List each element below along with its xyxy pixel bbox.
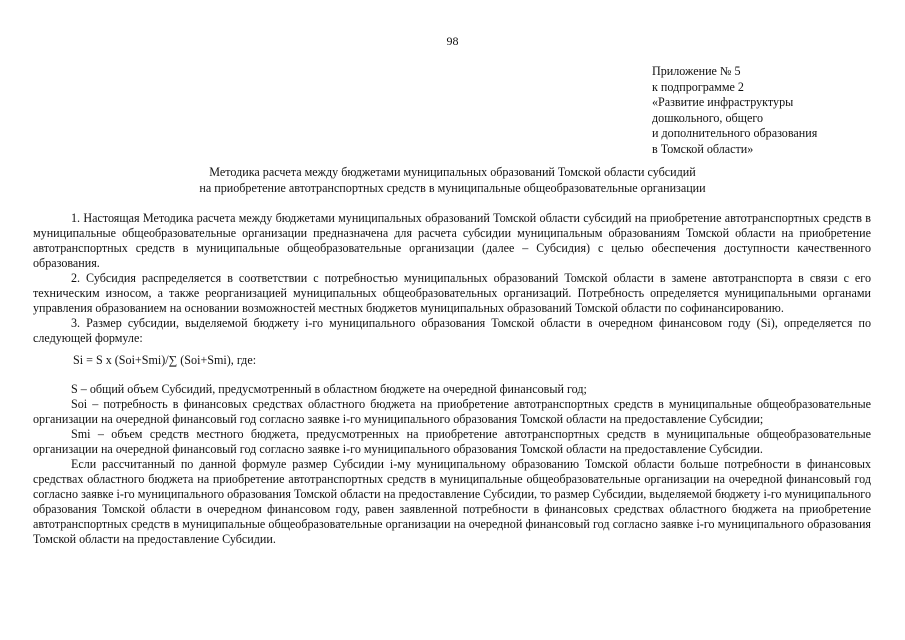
page-number: 98 — [446, 34, 459, 48]
definition-soi: Soi – потребность в финансовых средствах областного бюджета на приобретение автотранспортных средств в муниципальные общеобразовательные организации на очередной финансовый год согласно заявке i-го муниципального образования Томской области на предоставление Субсидии; — [33, 397, 871, 426]
paragraph-1: 1. Настоящая Методика расчета между бюджетами муниципальных образований Томской области субсидий на приобретение автотранспортных средств в муниципальные общеобразовательные организации предназначена для расчета субсидии муниципальным образованиям Томской области на приобретение автотранспортных средств в муниципальные общеобразовательные организации (далее – Субсидия) с целью обеспечения доступности качественного образования. — [33, 211, 871, 270]
paragraph-4: Если рассчитанный по данной формуле размер Субсидии i-му муниципальному образованию Томской области больше потребности в финансовых средствах областного бюджета на приобретение автотранспортных средств в муниципальные общеобразовательные организации на очередной финансовый год согласно заявке i-го муниципального образования Томской области на предоставление Субсидии, то размер Субсидии, выделяемой бюджету i-го муниципального образования Томской области в очередном финансовом году, равен заявленной потребности в финансовых средствах областного бюджета на приобретение автотранспортных средств в муниципальные общеобразовательные организации на очередной финансовый год согласно заявке i-го муниципального образования Томской области на предоставление Субсидии. — [33, 457, 871, 546]
formula: Si = S x (Soi+Smi)/∑ (Soi+Smi), где: — [73, 353, 257, 367]
document-title — [0, 165, 905, 196]
title-line-1: Методика расчета между бюджетами муниципальных образований Томской области субсидий — [209, 165, 696, 179]
definition-s: S – общий объем Субсидий, предусмотренный в областном бюджете на очередной финансовый год; — [71, 382, 587, 396]
title-line-2: на приобретение автотранспортных средств в муниципальные общеобразовательные организации — [199, 180, 706, 195]
paragraph-3: 3. Размер субсидии, выделяемой бюджету i-го муниципального образования Томской области в очередном финансовом году (Si), определяется по следующей формуле: — [33, 316, 871, 345]
appendix-line: к подпрограмме 2 — [652, 79, 744, 94]
definition-smi: Smi – объем средств местного бюджета, предусмотренных на приобретение автотранспортных средств в муниципальные общеобразовательные организации на очередной финансовый год согласно заявке i-го муниципального образования Томской области на предоставление Субсидии. — [33, 427, 871, 456]
appendix-line: Приложение № 5 — [652, 64, 741, 78]
appendix-line: «Развитие инфраструктуры — [652, 95, 794, 109]
appendix-line: в Томской области» — [652, 141, 754, 156]
appendix-block — [652, 64, 892, 157]
appendix-line: и дополнительного образования — [652, 126, 818, 140]
paragraph-2: 2. Субсидия распределяется в соответствии с потребностью муниципальных образований Томской области в замене автотранспорта в связи с его техническим износом, а также реорганизацией муниципальных общеобразовательных организаций. Потребность определяется муниципальными органами управления образованием на основании возможностей местных бюджетов муниципальных образований Томской области по софинансированию. — [33, 271, 871, 315]
document-body — [33, 211, 871, 547]
appendix-line: дошкольного, общего — [652, 110, 764, 125]
